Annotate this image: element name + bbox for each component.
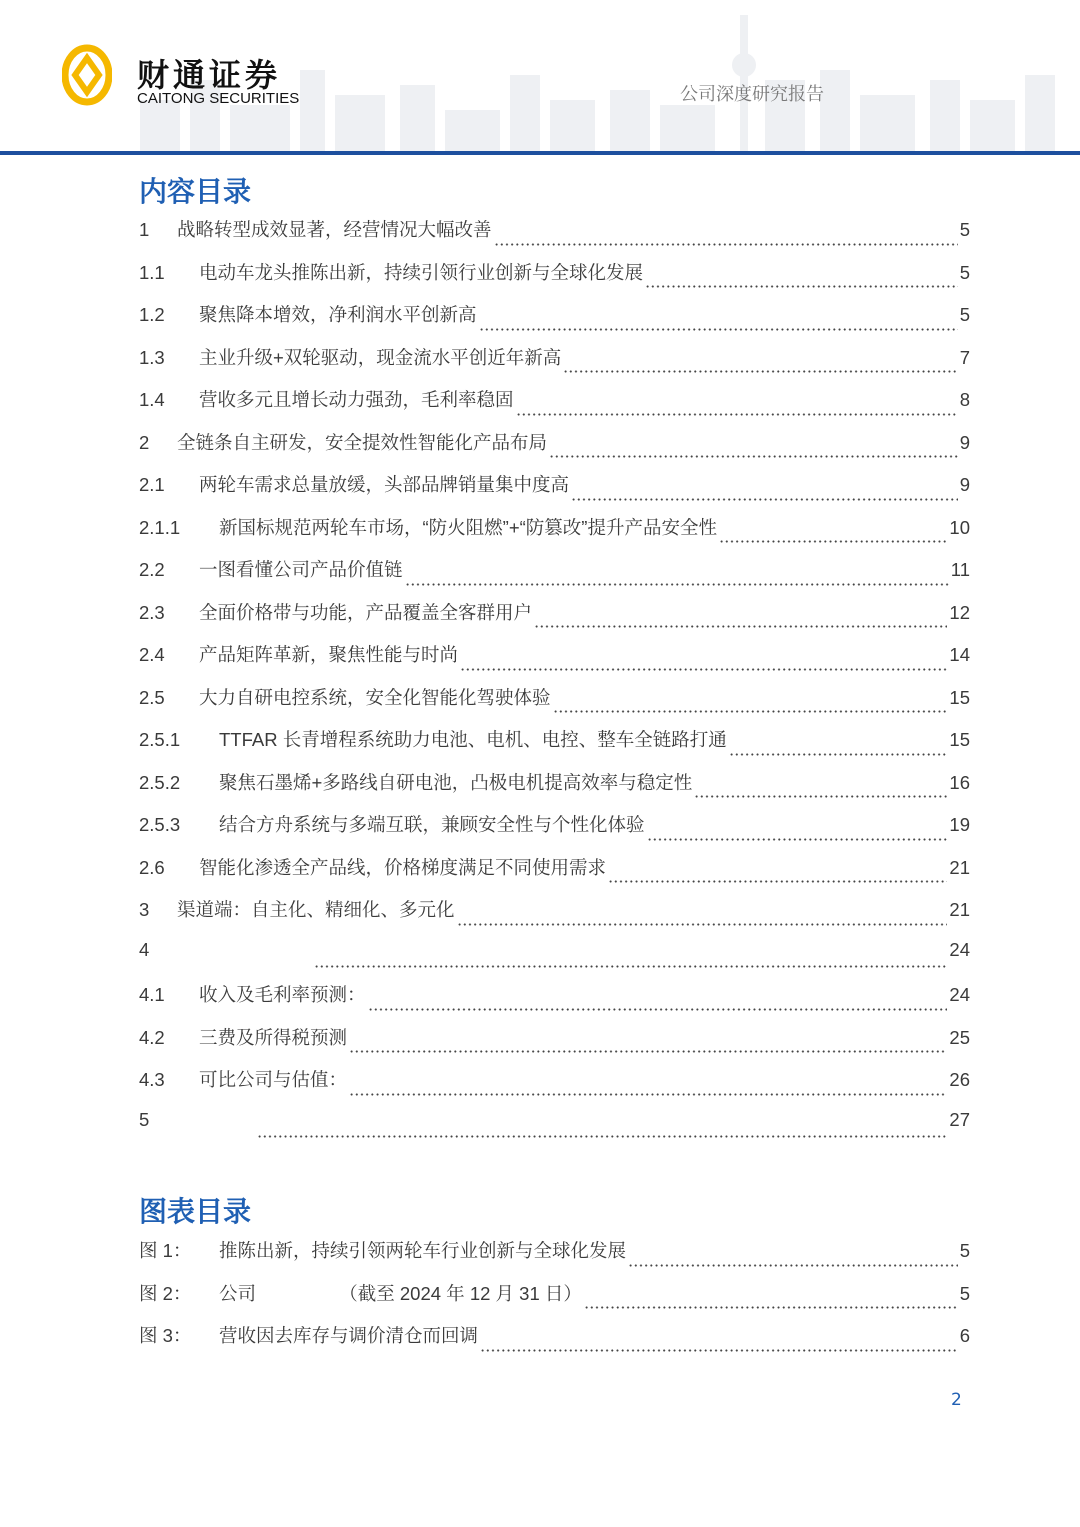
- entry-title: TTFAR 长青增程系统助力电池、电机、电控、整车全链路打通: [219, 729, 727, 750]
- entry-page: 24: [949, 984, 970, 1005]
- dot-leader: [516, 413, 958, 416]
- entry-page: 5: [959, 1240, 970, 1261]
- dot-leader: [571, 498, 958, 501]
- toc-entry[interactable]: [139, 556, 970, 599]
- dot-leader: [368, 1008, 948, 1011]
- dot-leader: [460, 668, 947, 671]
- entry-number: 4: [139, 938, 150, 960]
- entry-page: 27: [949, 1108, 970, 1130]
- entry-number: 1.3: [139, 346, 165, 368]
- dot-leader: [257, 1135, 947, 1138]
- toc-heading: 内容目录: [139, 175, 252, 208]
- entry-number: 3: [139, 899, 150, 920]
- entry-number: 2.3: [139, 601, 165, 623]
- toc-entry[interactable]: [139, 1237, 970, 1280]
- toc-entry[interactable]: [139, 344, 970, 387]
- entry-number: 图 3：: [139, 1325, 192, 1346]
- entry-page: 14: [949, 644, 970, 665]
- entry-title: 营收多元且增长动力强劲，毛利率稳固: [199, 389, 514, 410]
- entry-number: 2.5.2: [139, 771, 181, 793]
- entry-number: 图 2：: [139, 1282, 192, 1304]
- entry-number: 4.3: [139, 1069, 165, 1090]
- figures-heading: 图表目录: [139, 1195, 252, 1228]
- entry-number: 1: [139, 219, 150, 240]
- entry-title: 电动车龙头推陈出新，持续引领行业创新与全球化发展: [199, 261, 644, 283]
- entry-page: 19: [949, 814, 970, 835]
- entry-title: 可比公司与估值：: [199, 1069, 348, 1090]
- toc-entry[interactable]: [139, 769, 970, 812]
- dot-leader: [628, 1264, 958, 1267]
- entry-page: 9: [959, 474, 970, 495]
- entry-page: 11: [950, 559, 970, 580]
- entry-title: 公司 （截至 2024 年 12 月 31 日）: [219, 1282, 582, 1304]
- entry-number: 2.1: [139, 474, 165, 495]
- entry-title: 推陈出新，持续引领两轮车行业创新与全球化发展: [219, 1240, 627, 1261]
- entry-page: 5: [959, 261, 970, 283]
- entry-number: 1.2: [139, 304, 165, 325]
- entry-page: 15: [949, 686, 970, 708]
- dot-leader: [349, 1050, 947, 1053]
- entry-page: 9: [959, 431, 970, 453]
- dot-leader: [549, 455, 958, 458]
- entry-title: 全链条自主研发，安全提效性智能化产品布局: [177, 431, 548, 453]
- entry-page: 12: [949, 601, 970, 623]
- entry-number: 1.1: [139, 261, 165, 283]
- toc-entry[interactable]: [139, 259, 970, 302]
- table-of-contents: [139, 216, 970, 1151]
- toc-entry[interactable]: [139, 896, 970, 939]
- entry-title: 营收因去库存与调价清仓而回调: [219, 1325, 479, 1346]
- dot-leader: [494, 243, 958, 246]
- entry-title: 聚焦石墨烯+多路线自研电池，凸极电机提高效率与稳定性: [219, 771, 693, 793]
- entry-page: 15: [949, 729, 970, 750]
- dot-leader: [534, 625, 947, 628]
- dot-leader: [584, 1306, 958, 1309]
- entry-title: 智能化渗透全产品线，价格梯度满足不同使用需求: [199, 856, 607, 878]
- toc-entry[interactable]: [139, 599, 970, 642]
- toc-entry[interactable]: [139, 1322, 970, 1365]
- entry-page: 5: [959, 1282, 970, 1304]
- entry-number: 5: [139, 1108, 150, 1130]
- entry-page: 21: [949, 899, 970, 920]
- brand-name-cn: 财通证券: [137, 56, 282, 94]
- entry-title: 主业升级+双轮驱动，现金流水平创近年新高: [199, 346, 562, 368]
- toc-entry[interactable]: [139, 981, 970, 1024]
- brand-name-en: CAITONG SECURITIES: [137, 90, 300, 107]
- entry-number: 2.6: [139, 856, 165, 878]
- entry-number: 4.1: [139, 984, 165, 1005]
- toc-entry[interactable]: [139, 684, 970, 727]
- entry-page: 5: [959, 219, 970, 240]
- dot-leader: [457, 923, 948, 926]
- entry-title: 战略转型成效显著，经营情况大幅改善: [177, 219, 492, 240]
- caitong-logo-icon: [62, 44, 112, 106]
- header-divider: [0, 151, 1080, 155]
- entry-title: 全面价格带与功能，产品覆盖全客群用户: [199, 601, 533, 623]
- dot-leader: [479, 328, 958, 331]
- entry-page: 24: [949, 938, 970, 960]
- toc-entry[interactable]: [139, 811, 970, 854]
- dot-leader: [608, 880, 947, 883]
- dot-leader: [729, 753, 948, 756]
- entry-page: 7: [959, 346, 970, 368]
- dot-leader: [480, 1349, 958, 1352]
- entry-number: 2.5.1: [139, 729, 181, 750]
- toc-entry[interactable]: [139, 939, 970, 982]
- dot-leader: [314, 965, 947, 968]
- entry-number: 2.5: [139, 686, 165, 708]
- dot-leader: [349, 1093, 947, 1096]
- toc-entry[interactable]: [139, 386, 970, 429]
- toc-entry[interactable]: [139, 1024, 970, 1067]
- entry-number: 1.4: [139, 389, 165, 410]
- toc-entry[interactable]: [139, 641, 970, 684]
- entry-title: 三费及所得税预测: [199, 1026, 348, 1048]
- entry-number: 2.1.1: [139, 516, 181, 538]
- toc-entry[interactable]: [139, 429, 970, 472]
- toc-entry[interactable]: [139, 216, 970, 259]
- entry-title: 聚焦降本增效，净利润水平创新高: [199, 304, 477, 325]
- entry-number: 2.2: [139, 559, 165, 580]
- entry-page: 21: [949, 856, 970, 878]
- dot-leader: [553, 710, 948, 713]
- entry-title: 大力自研电控系统，安全化智能化驾驶体验: [199, 686, 551, 708]
- dot-leader: [694, 795, 947, 798]
- entry-title: 产品矩阵革新，聚焦性能与时尚: [199, 644, 459, 665]
- dot-leader: [647, 838, 948, 841]
- entry-number: 图 1：: [139, 1240, 192, 1261]
- toc-entry[interactable]: [139, 514, 970, 557]
- entry-title: 渠道端：自主化、精细化、多元化: [177, 899, 455, 920]
- entry-title: 一图看懂公司产品价值链: [199, 559, 403, 580]
- toc-entry[interactable]: [139, 854, 970, 897]
- entry-page: 6: [959, 1325, 970, 1346]
- entry-number: 2.4: [139, 644, 165, 665]
- entry-page: 16: [949, 771, 970, 793]
- entry-title: 结合方舟系统与多端互联，兼顾安全性与个性化体验: [219, 814, 645, 835]
- toc-entry[interactable]: [139, 471, 970, 514]
- entry-title: 两轮车需求总量放缓，头部品牌销量集中度高: [199, 474, 570, 495]
- entry-title: 收入及毛利率预测：: [199, 984, 366, 1005]
- toc-entry[interactable]: [139, 1066, 970, 1109]
- toc-entry[interactable]: [139, 1109, 970, 1152]
- dot-leader: [563, 370, 957, 373]
- toc-entry[interactable]: [139, 301, 970, 344]
- entry-page: 25: [949, 1026, 970, 1048]
- page-header: [0, 0, 1080, 156]
- report-type: 公司深度研究报告: [680, 84, 824, 105]
- page-number: 2: [951, 1390, 962, 1410]
- entry-page: 26: [949, 1069, 970, 1090]
- list-of-figures: [139, 1237, 970, 1365]
- entry-number: 2: [139, 431, 150, 453]
- dot-leader: [719, 540, 947, 543]
- entry-page: 5: [959, 304, 970, 325]
- toc-entry[interactable]: [139, 1280, 970, 1323]
- entry-number: 2.5.3: [139, 814, 181, 835]
- entry-page: 8: [959, 389, 970, 410]
- dot-leader: [645, 285, 958, 288]
- dot-leader: [405, 583, 949, 586]
- toc-entry[interactable]: [139, 726, 970, 769]
- entry-number: 4.2: [139, 1026, 165, 1048]
- entry-title: 新国标规范两轮车市场，“防火阻燃”+“防篡改”提升产品安全性: [219, 516, 717, 538]
- entry-page: 10: [949, 516, 970, 538]
